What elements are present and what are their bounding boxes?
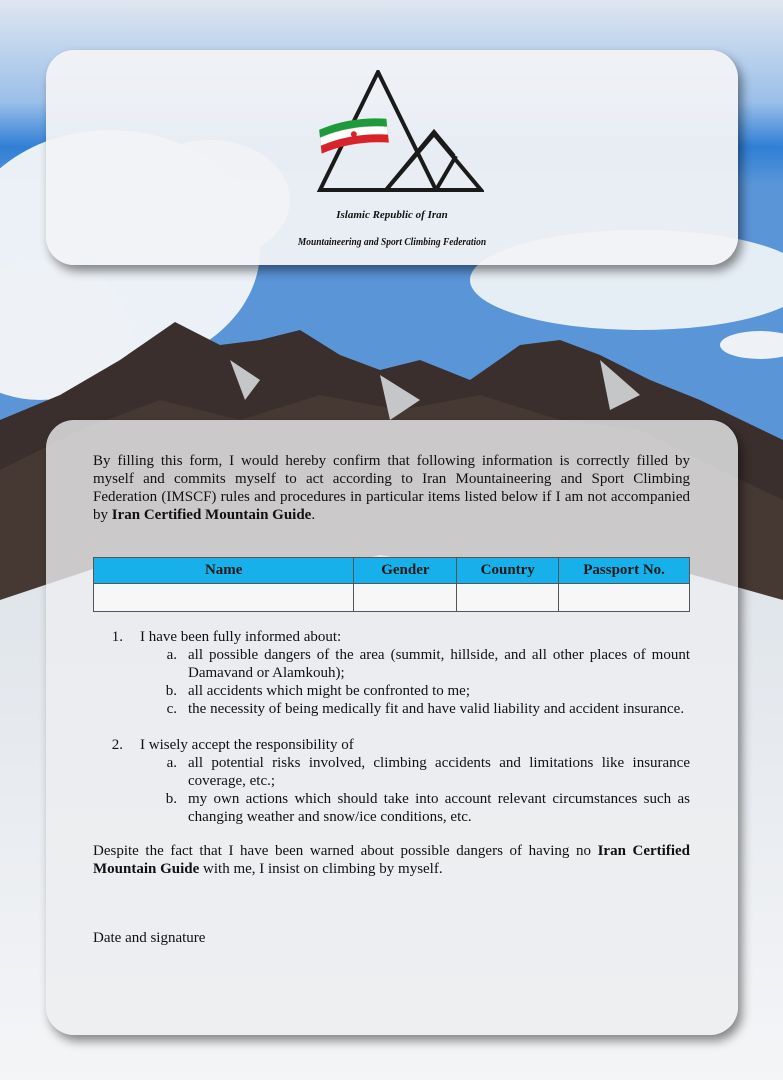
name-cell[interactable]: [94, 584, 354, 612]
intro-text: By filling this form, I would hereby confirm that following information is correctly filled by myself and commits myself to act according to Iran Mountaineering and Sport Climbing Federation (IMSCF) rules and procedures in particular items listed below if I am not accompanied by: [93, 453, 690, 523]
subitem-letter: b.: [165, 683, 177, 699]
list-item-number: 2.: [111, 737, 123, 753]
country-column-header: Country: [457, 558, 559, 584]
date-and-signature-label: Date and signature: [93, 930, 206, 946]
subitem-letter: b.: [165, 791, 177, 807]
subitem-text: my own actions which should take into account relevant circumstances such as changing weather and snow/ice conditions, etc.: [188, 791, 690, 825]
intro-text-end: .: [311, 507, 316, 523]
subitem-letter: a.: [166, 755, 177, 771]
closing-text-end: with me, I insist on climbing by myself.: [199, 861, 443, 877]
org-name-line-2: Mountaineering and Sport Climbing Federation: [297, 236, 487, 248]
passport-column-header: Passport No.: [559, 558, 690, 584]
list-item-number: 1.: [111, 629, 123, 645]
closing-text: Despite the fact that I have been warned about possible dangers of having no: [93, 843, 598, 859]
intro-bold-text: Iran Certified Mountain Guide: [111, 507, 312, 523]
country-cell[interactable]: [457, 584, 559, 612]
table-row: [94, 584, 690, 612]
org-name-line-1: Islamic Republic of Iran: [336, 209, 448, 221]
subitem-letter: c.: [166, 701, 177, 717]
list-item-text: I wisely accept the responsibility of: [140, 737, 354, 753]
subitem-text: the necessity of being medically fit and have valid liability and accident insurance.: [188, 701, 685, 717]
intro-paragraph: [93, 452, 690, 524]
passport-cell[interactable]: [559, 584, 690, 612]
closing-bold-text: Iran Certified Mountain Guide: [93, 843, 690, 877]
personal-info-table: [93, 557, 690, 612]
subitem-text: all possible dangers of the area (summit, hillside, and all other places of mount Damavand or Alamkouh);: [188, 647, 690, 681]
name-column-header: Name: [94, 558, 354, 584]
list-item-text: I have been fully informed about:: [140, 629, 342, 645]
closing-paragraph: [93, 842, 690, 878]
subitem-text: all potential risks involved, climbing accidents and limitations like insurance coverage, etc.;: [188, 755, 690, 789]
gender-column-header: Gender: [354, 558, 457, 584]
subitem-letter: a.: [166, 647, 177, 663]
table-header-row: [94, 558, 690, 584]
federation-logo-icon: [316, 70, 484, 194]
gender-cell[interactable]: [354, 584, 457, 612]
subitem-text: all accidents which might be confronted to me;: [188, 683, 470, 699]
